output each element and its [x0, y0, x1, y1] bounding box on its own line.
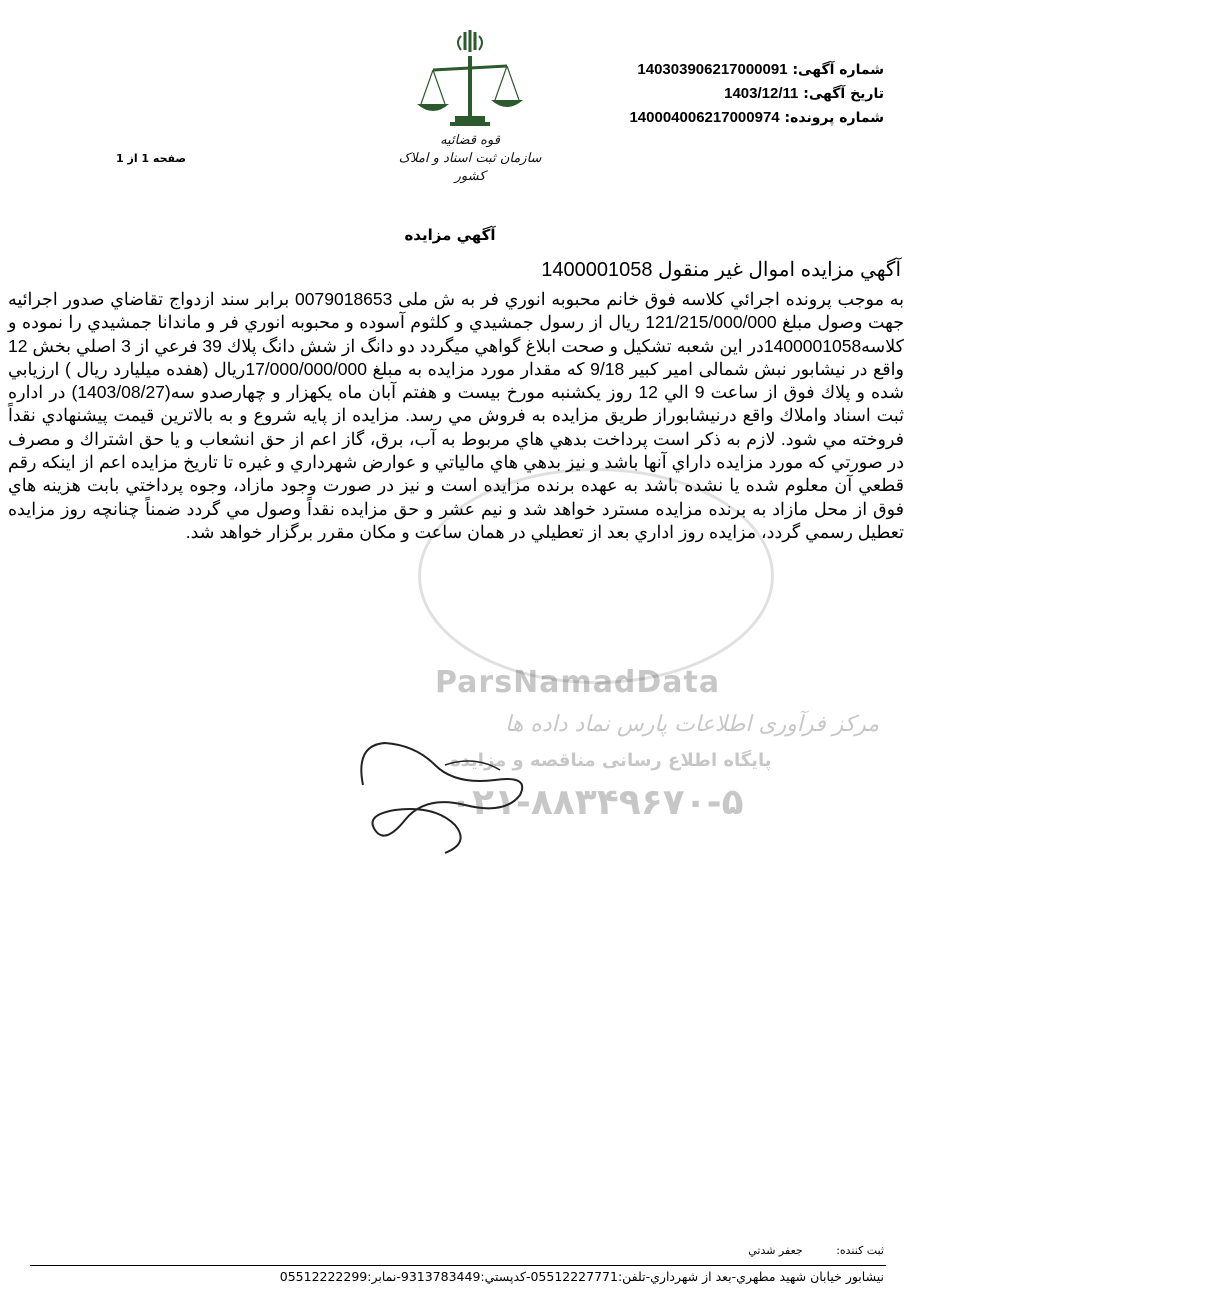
footer-address: نيشابور خيابان شهيد مطهري-بعد از شهرداري-تلفن:05512227771-كدپستي:9313783449-نمابر:05512222299 [279, 1269, 884, 1284]
watermark-line-1: مرکز فرآوری اطلاعات پارس نماد داده ها [505, 712, 880, 737]
file-number-row [629, 106, 884, 130]
emblem-line-judiciary: قوه قضائیه [440, 133, 500, 148]
notice-number: 140303906217000091 [637, 61, 788, 78]
notice-number-label: شماره آگهی: [792, 62, 884, 78]
page-number: صفحه 1 از 1 [116, 152, 187, 165]
watermark-phone: ۰۲۱-۸۸۳۴۹۶۷۰-۵ [450, 782, 744, 823]
notice-date-label: تاریخ آگهی: [803, 86, 884, 102]
watermark-line-2: پایگاه اطلاع رسانی مناقصه و مزایده [450, 750, 772, 771]
recorder [748, 1244, 884, 1257]
notice-title: آگهي مزايده [404, 226, 496, 244]
emblem-line-registry: سازمان ثبت اسناد و املاک کشور [398, 151, 542, 184]
file-number: 140004006217000974 [629, 109, 780, 126]
notice-date-row [629, 82, 884, 106]
recorder-name: جعفر شدتي [748, 1244, 803, 1257]
file-number-label: شماره پرونده: [784, 110, 884, 126]
notice-date: 1403/12/11 [724, 85, 799, 102]
recorder-label: ثبت كننده: [836, 1244, 884, 1257]
signature-icon [345, 725, 545, 855]
notice-meta [629, 58, 884, 130]
emblem-caption [395, 132, 545, 186]
notice-body: به موجب پرونده اجرائي كلاسه فوق خانم محبوبه انوري فر به ش ملی 0079018653 برابر سند ازدواج تقاضاي صدور اجرائيه جهت وصول مبلغ 121/215/000/000 ريال از رسول جمشيدي و كلثوم آسوده و محبوبه انوري فر و ماندانا جمشيدي را نموده و كلاسه1400001058در اين شعبه تشكيل و صحت ابلاغ گواهي ميگردد دو دانگ از شش دانگ پلاك 39 فرعي از 3 اصلي بخش 12 واقع در نيشابور نبش شمالی امیر کبیر 9/18 كه مقدار مورد مزايده به مبلغ 17/000/000/000ريال (هفده ميليارد ريال ) ارزيابي شده و پلاك فوق از ساعت 9 الي 12 روز يكشنبه مورخ بيست و هفتم آبان ماه يكهزار و چهارصدو سه(1403/08/27) در اداره ثبت اسناد واملاك واقع درنيشابوراز طريق مزايده به فروش مي رسد. مزايده از پايه شروع و به بالاترين قيمت پيشنهادي نقداً فروخته مي شود. لازم به ذكر است پرداخت بدهي هاي مربوط به آب، برق، گاز اعم از حق انشعاب و يا حق اشتراك و مصرف در صورتي كه مورد مزايده داراي آنها باشد و نيز بدهي هاي مالياتي و عوارض شهرداري و غيره تا تاريخ مزايده اعم از اينكه رقم قطعي آن معلوم شده يا نشده باشد به عهده برنده مزايده است و نيز در صورت وجود مازاد، وجوه پرداختي بابت هزينه هاي فوق از محل مازاد به برنده مزايده مسترد خواهد شد و نيم عشر و حق مزايده نقداً وصول مي گردد ضمناً چنانچه روز مزايده تعطيل رسمي گردد، مزايده روز اداري بعد از تعطيلي در همان ساعت و مكان مقرر برگزار خواهد شد. [8, 289, 905, 542]
watermark-brand: ParsNamadData [435, 665, 721, 700]
footer-divider [30, 1265, 886, 1266]
notice-subtitle: آگهي مزايده اموال غير منقول 1400001058 [541, 259, 901, 281]
notice-number-row [629, 58, 884, 82]
